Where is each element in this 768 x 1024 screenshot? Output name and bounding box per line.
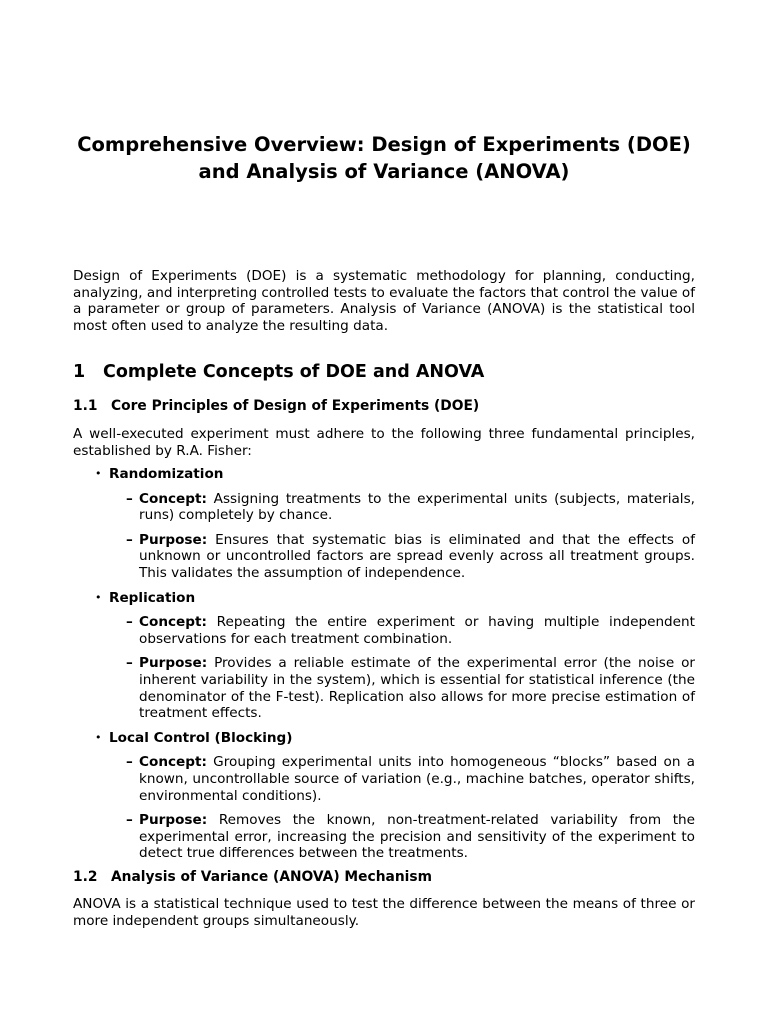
item-label: Purpose: <box>139 655 208 672</box>
principle-local-control <box>73 730 695 862</box>
item-label: Concept: <box>139 754 207 771</box>
item-text: Repeating the entire experiment or having multiple independent observations for each treatment combination. <box>139 614 695 647</box>
subsection-1-2-intro: ANOVA is a statistical technique used to test the difference between the means of three or more independent groups simultaneously. <box>73 896 695 929</box>
list-item <box>109 532 695 582</box>
dash-marker: – <box>126 655 133 672</box>
dash-marker: – <box>126 614 133 631</box>
item-label: Purpose: <box>139 812 208 829</box>
document-title <box>0 131 768 185</box>
principle-name: Local Control (Blocking) <box>109 729 293 746</box>
principles-list <box>73 466 695 870</box>
item-text: Provides a reliable estimate of the experimental error (the noise or inherent variability in the system), which is essential for statistical inference (the denominator of the F-test). Replication also allows for more precise estimation of treatment effects. <box>139 655 695 722</box>
item-text: Removes the known, non-treatment-related variability from the experimental error, increasing the precision and sensitivity of the experiment to detect true differences between the treatments. <box>139 812 695 862</box>
subsection-title: Analysis of Variance (ANOVA) Mechanism <box>111 869 432 885</box>
title-line-2: and Analysis of Variance (ANOVA) <box>198 160 570 183</box>
principle-replication <box>73 590 695 722</box>
principle-name: Randomization <box>109 466 224 482</box>
list-item <box>109 491 695 524</box>
subsection-number: 1.1 <box>73 398 98 414</box>
title-line-1: Comprehensive Overview: Design of Experiments (DOE) <box>77 133 691 156</box>
subsection-1-1-heading <box>73 397 479 415</box>
section-number: 1 <box>73 362 86 382</box>
item-label: Concept: <box>139 490 207 507</box>
principle-items <box>109 614 695 722</box>
item-label: Concept: <box>139 614 207 631</box>
subsection-1-1-intro: A well-executed experiment must adhere to the following three fundamental principles, established by R.A. Fisher: <box>73 426 695 459</box>
item-text: Grouping experimental units into homogeneous “blocks” based on a known, uncontrollable source of variation (e.g., machine batches, operator shifts, environmental conditions). <box>139 754 695 804</box>
principle-name: Replication <box>109 589 196 606</box>
subsection-title: Core Principles of Design of Experiments (DOE) <box>111 398 480 414</box>
dash-marker: – <box>126 812 133 829</box>
dash-marker: – <box>126 531 133 548</box>
item-label: Purpose: <box>139 531 208 548</box>
subsection-number: 1.2 <box>73 869 98 885</box>
section-title: Complete Concepts of DOE and ANOVA <box>103 362 485 382</box>
item-text: Ensures that systematic bias is eliminated and that the effects of unknown or uncontrolled factors are spread evenly across all treatment groups. This validates the assumption of independence. <box>139 531 695 581</box>
dash-marker: – <box>126 490 133 507</box>
list-item <box>109 754 695 804</box>
list-item <box>109 655 695 721</box>
item-text: Assigning treatments to the experimental units (subjects, materials, runs) completely by chance. <box>139 490 695 524</box>
section-1-heading <box>73 360 484 384</box>
dash-marker: – <box>126 754 133 771</box>
abstract-paragraph: Design of Experiments (DOE) is a systematic methodology for planning, conducting, analyzing, and interpreting controlled tests to evaluate the factors that control the value of a parameter or group of parameters. Analysis of Variance (ANOVA) is the statistical tool most often used to analyze the resulting data. <box>73 268 695 334</box>
bullet-icon: • <box>95 467 102 480</box>
bullet-icon: • <box>95 590 102 604</box>
list-item <box>109 614 695 647</box>
principle-randomization <box>73 466 695 582</box>
list-item <box>109 812 695 862</box>
subsection-1-2-heading <box>73 868 432 886</box>
principle-items <box>109 754 695 862</box>
bullet-icon: • <box>95 730 102 744</box>
principle-items <box>109 491 695 582</box>
